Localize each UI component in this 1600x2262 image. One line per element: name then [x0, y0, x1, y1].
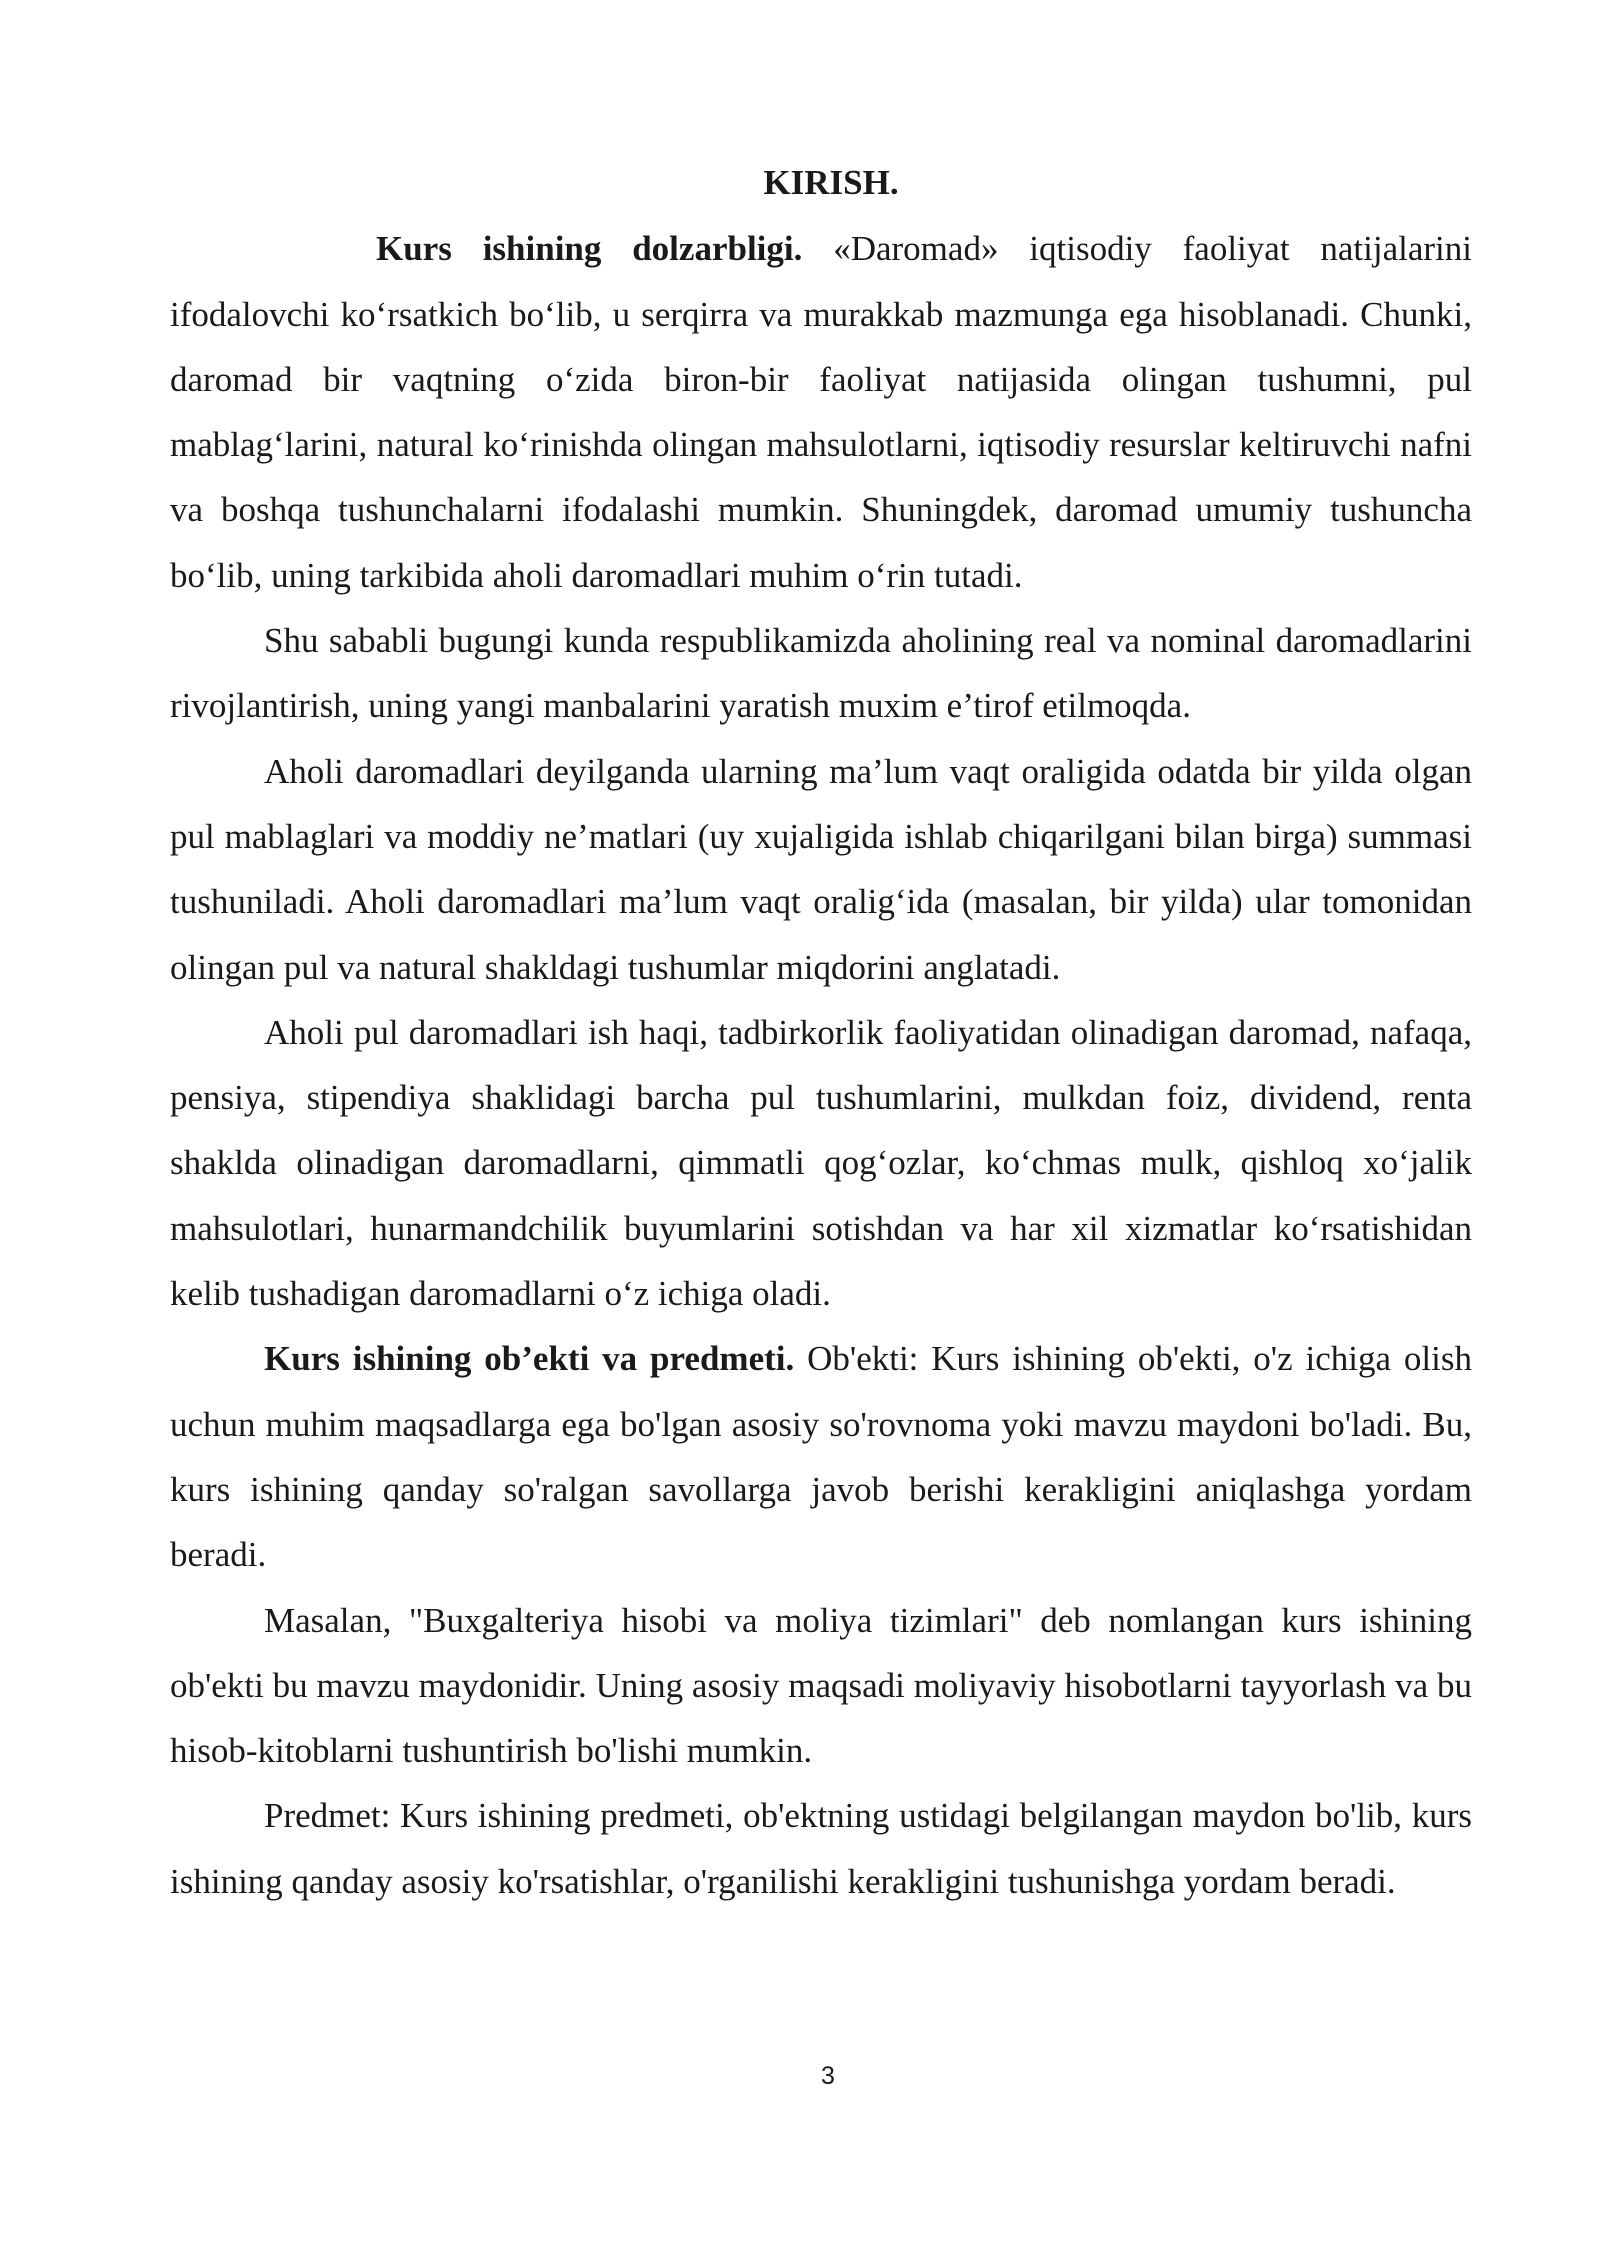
page-title: KIRISH. [763, 163, 899, 202]
paragraph-text: Shu sababli bugungi kunda respublikamizda aholining real va nominal daromadlarini rivojlantirish, uning yangi manbalarini yaratish muxim e’tirof etilmoqda. [170, 621, 1472, 726]
paragraph-text: Masalan, "Buxgalteriya hisobi va moliya tizimlari" deb nomlangan kurs ishining ob'ekti bu mavzu maydonidir. Uning asosiy maqsadi moliyaviy hisobotlarni tayyorlash va bu hisob-kitoblarni tushuntirish bo'lishi mumkin. [170, 1600, 1472, 1771]
paragraph-text: Aholi daromadlari deyilganda ularning ma’lum vaqt oraligida odatda bir yilda olgan pul mablaglari va moddiy ne’matlari (uy xujaligida ishlab chiqarilgani bilan birga) summasi tushuniladi. Aholi daromadlari ma’lum vaqt oralig‘ida (masalan, bir yilda) ular tomonidan olingan pul va natural shakldagi tushumlar miqdorini anglatadi. [170, 751, 1472, 987]
paragraph-relevance [170, 216, 1472, 608]
paragraph-text: Aholi pul daromadlari ish haqi, tadbirkorlik faoliyatidan olinadigan daromad, nafaqa, pensiya, stipendiya shaklidagi barcha pul tushumlarini, mulkdan foiz, dividend, renta shaklda olinadigan daromadlarni, qimmatli qog‘ozlar, ko‘chmas mulk, qishloq xo‘jalik mahsulotlari, hunarmandchilik buyumlarini sotishdan va har xil xizmatlar ko‘rsatishidan kelib tushadigan daromadlarni o‘z ichiga oladi. [170, 1012, 1472, 1314]
paragraph-text: Ob'ekti: Kurs ishining ob'ekti, o'z ichiga olish uchun muhim maqsadlarga ega bo'lgan asosiy so'rovnoma yoki mavzu maydoni bo'ladi. Bu, kurs ishining qanday so'ralgan savollarga javob berishi kerakligini aniqlashga yordam beradi. [170, 1339, 1472, 1575]
paragraph [170, 1588, 1472, 1784]
paragraph-lead-object-subject: Kurs ishining ob’ekti va predmeti. [264, 1339, 795, 1379]
paragraph [170, 1783, 1472, 1914]
paragraph [170, 739, 1472, 1000]
paragraph-object-subject [170, 1326, 1472, 1587]
document-body [170, 150, 1472, 1914]
paragraph-text: Predmet: Kurs ishining predmeti, ob'ektning ustidagi belgilangan maydon bo'lib, kurs ishining qanday asosiy ko'rsatishlar, o'rganilishi kerakligini tushunishga yordam beradi. [170, 1796, 1472, 1901]
page-number: 3 [821, 2062, 835, 2090]
paragraph [170, 608, 1472, 739]
paragraph [170, 1000, 1472, 1326]
paragraph-text: «Daromad» iqtisodiy faoliyat natijalarini ifodalovchi ko‘rsatkich bo‘lib, u serqirra va murakkab mazmunga ega hisoblanadi. Chunki, daromad bir vaqtning o‘zida biron-bir faoliyat natijasida olingan tushumni, pul mablag‘larini, natural ko‘rinishda olingan mahsulotlarni, iqtisodiy resurslar keltiruvchi nafni va boshqa tushunchalarni ifodalashi mumkin. Shuningdek, daromad umumiy tushuncha bo‘lib, uning tarkibida aholi daromadlari muhim o‘rin tutadi. [170, 229, 1472, 595]
paragraph-lead-relevance: Kurs ishining dolzarbligi. [376, 229, 803, 269]
